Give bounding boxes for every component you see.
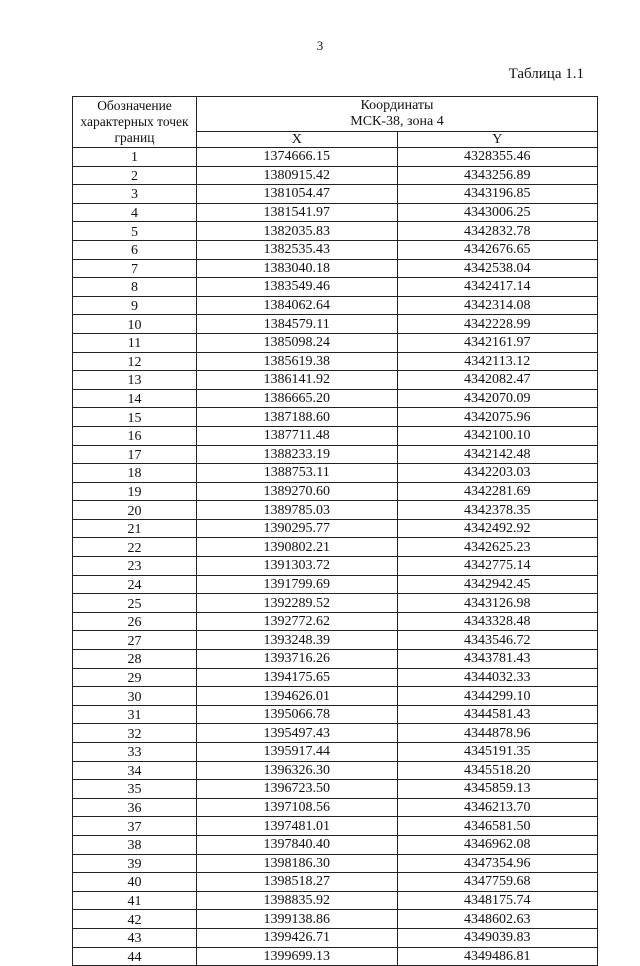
point-number-cell: 16: [73, 426, 197, 445]
x-coordinate-cell: 1389270.60: [197, 482, 398, 501]
point-number-cell: 40: [73, 873, 197, 892]
x-coordinate-cell: 1388753.11: [197, 464, 398, 483]
table-row: [73, 668, 598, 687]
y-coordinate-cell: 4342113.12: [397, 352, 598, 371]
table-row: [73, 371, 598, 390]
page-number: 3: [316, 38, 324, 53]
x-coordinate-cell: 1391303.72: [197, 557, 398, 576]
y-coordinate-cell: 4342832.78: [397, 222, 598, 241]
point-number-cell: 15: [73, 408, 197, 427]
x-coordinate-cell: 1396723.50: [197, 780, 398, 799]
y-coordinate-cell: 4346962.08: [397, 835, 598, 854]
point-number-cell: 33: [73, 743, 197, 762]
point-number-cell: 39: [73, 854, 197, 873]
y-coordinate-cell: 4342203.03: [397, 464, 598, 483]
point-number-cell: 38: [73, 835, 197, 854]
point-number-cell: 2: [73, 166, 197, 185]
table-row: [73, 203, 598, 222]
x-coordinate-cell: 1383040.18: [197, 259, 398, 278]
x-coordinate-cell: 1395066.78: [197, 705, 398, 724]
y-coordinate-cell: 4346581.50: [397, 817, 598, 836]
table-row: [73, 947, 598, 966]
table-row: [73, 873, 598, 892]
table-row: [73, 557, 598, 576]
y-coordinate-cell: 4342281.69: [397, 482, 598, 501]
coordinates-table: [72, 96, 598, 966]
table-row: [73, 408, 598, 427]
point-number-cell: 31: [73, 705, 197, 724]
x-coordinate-cell: 1381054.47: [197, 185, 398, 204]
x-coordinate-cell: 1398835.92: [197, 891, 398, 910]
point-number-cell: 7: [73, 259, 197, 278]
point-number-cell: 21: [73, 519, 197, 538]
y-coordinate-cell: 4345191.35: [397, 743, 598, 762]
x-coordinate-cell: 1397108.56: [197, 798, 398, 817]
y-coordinate-cell: 4342070.09: [397, 389, 598, 408]
point-number-cell: 36: [73, 798, 197, 817]
point-number-cell: 26: [73, 612, 197, 631]
header-coordinates-title: Координаты: [360, 98, 434, 113]
y-coordinate-cell: 4342625.23: [397, 538, 598, 557]
y-coordinate-cell: 4346213.70: [397, 798, 598, 817]
x-coordinate-cell: 1374666.15: [197, 148, 398, 167]
y-coordinate-cell: 4343126.98: [397, 594, 598, 613]
x-coordinate-cell: 1385098.24: [197, 333, 398, 352]
point-number-cell: 9: [73, 296, 197, 315]
x-coordinate-cell: 1394626.01: [197, 687, 398, 706]
point-number-cell: 41: [73, 891, 197, 910]
y-coordinate-cell: 4342676.65: [397, 240, 598, 259]
point-number-cell: 35: [73, 780, 197, 799]
table-row: [73, 780, 598, 799]
table-row: [73, 575, 598, 594]
point-number-cell: 29: [73, 668, 197, 687]
x-coordinate-cell: 1381541.97: [197, 203, 398, 222]
point-number-cell: 14: [73, 389, 197, 408]
header-y: Y: [397, 132, 598, 148]
table-row: [73, 501, 598, 520]
point-number-cell: 19: [73, 482, 197, 501]
y-coordinate-cell: 4348602.63: [397, 910, 598, 929]
y-coordinate-cell: 4344581.43: [397, 705, 598, 724]
point-number-cell: 25: [73, 594, 197, 613]
y-coordinate-cell: 4343256.89: [397, 166, 598, 185]
x-coordinate-cell: 1386141.92: [197, 371, 398, 390]
point-number-cell: 32: [73, 724, 197, 743]
point-number-cell: 18: [73, 464, 197, 483]
point-number-cell: 34: [73, 761, 197, 780]
x-coordinate-cell: 1391799.69: [197, 575, 398, 594]
table-row: [73, 798, 598, 817]
table-row: [73, 743, 598, 762]
header-x: X: [197, 132, 398, 148]
y-coordinate-cell: 4348175.74: [397, 891, 598, 910]
table-row: [73, 389, 598, 408]
table-row: [73, 278, 598, 297]
x-coordinate-cell: 1393248.39: [197, 631, 398, 650]
point-number-cell: 30: [73, 687, 197, 706]
table-row: [73, 891, 598, 910]
table-row: [73, 650, 598, 669]
table-row: [73, 185, 598, 204]
y-coordinate-cell: 4342228.99: [397, 315, 598, 334]
table-row: [73, 538, 598, 557]
header-coordinate-system: МСК-38, зона 4: [350, 114, 444, 129]
table-row: [73, 519, 598, 538]
table-header: [73, 97, 598, 148]
point-number-cell: 5: [73, 222, 197, 241]
y-coordinate-cell: 4342492.92: [397, 519, 598, 538]
x-coordinate-cell: 1397481.01: [197, 817, 398, 836]
point-number-cell: 27: [73, 631, 197, 650]
x-coordinate-cell: 1380915.42: [197, 166, 398, 185]
table-row: [73, 240, 598, 259]
x-coordinate-cell: 1395917.44: [197, 743, 398, 762]
table-body: [73, 148, 598, 966]
table-row: [73, 352, 598, 371]
point-number-cell: 28: [73, 650, 197, 669]
x-coordinate-cell: 1398186.30: [197, 854, 398, 873]
table-row: [73, 724, 598, 743]
y-coordinate-cell: 4344032.33: [397, 668, 598, 687]
x-coordinate-cell: 1397840.40: [197, 835, 398, 854]
x-coordinate-cell: 1386665.20: [197, 389, 398, 408]
x-coordinate-cell: 1399138.86: [197, 910, 398, 929]
x-coordinate-cell: 1395497.43: [197, 724, 398, 743]
x-coordinate-cell: 1382535.43: [197, 240, 398, 259]
table-row: [73, 631, 598, 650]
table-row: [73, 296, 598, 315]
point-number-cell: 23: [73, 557, 197, 576]
y-coordinate-cell: 4342775.14: [397, 557, 598, 576]
y-coordinate-cell: 4342161.97: [397, 333, 598, 352]
point-number-cell: 17: [73, 445, 197, 464]
table-row: [73, 761, 598, 780]
x-coordinate-cell: 1390802.21: [197, 538, 398, 557]
point-number-cell: 37: [73, 817, 197, 836]
x-coordinate-cell: 1396326.30: [197, 761, 398, 780]
x-coordinate-cell: 1394175.65: [197, 668, 398, 687]
y-coordinate-cell: 4328355.46: [397, 148, 598, 167]
x-coordinate-cell: 1388233.19: [197, 445, 398, 464]
x-coordinate-cell: 1387711.48: [197, 426, 398, 445]
y-coordinate-cell: 4343006.25: [397, 203, 598, 222]
point-number-cell: 42: [73, 910, 197, 929]
point-number-cell: 13: [73, 371, 197, 390]
y-coordinate-cell: 4345859.13: [397, 780, 598, 799]
x-coordinate-cell: 1393716.26: [197, 650, 398, 669]
header-row-top: [73, 97, 598, 132]
y-coordinate-cell: 4342082.47: [397, 371, 598, 390]
table-row: [73, 687, 598, 706]
point-number-cell: 44: [73, 947, 197, 966]
point-number-cell: 1: [73, 148, 197, 167]
table-row: [73, 910, 598, 929]
y-coordinate-cell: 4347354.96: [397, 854, 598, 873]
x-coordinate-cell: 1399426.71: [197, 928, 398, 947]
y-coordinate-cell: 4349039.83: [397, 928, 598, 947]
point-number-cell: 12: [73, 352, 197, 371]
x-coordinate-cell: 1385619.38: [197, 352, 398, 371]
table-caption: Таблица 1.1: [508, 66, 584, 82]
x-coordinate-cell: 1392772.62: [197, 612, 398, 631]
point-number-cell: 24: [73, 575, 197, 594]
x-coordinate-cell: 1392289.52: [197, 594, 398, 613]
y-coordinate-cell: 4343781.43: [397, 650, 598, 669]
x-coordinate-cell: 1399699.13: [197, 947, 398, 966]
point-number-cell: 3: [73, 185, 197, 204]
y-coordinate-cell: 4342378.35: [397, 501, 598, 520]
x-coordinate-cell: 1398518.27: [197, 873, 398, 892]
y-coordinate-cell: 4349486.81: [397, 947, 598, 966]
table-row: [73, 426, 598, 445]
point-number-cell: 43: [73, 928, 197, 947]
x-coordinate-cell: 1383549.46: [197, 278, 398, 297]
y-coordinate-cell: 4342538.04: [397, 259, 598, 278]
table-row: [73, 482, 598, 501]
table-row: [73, 835, 598, 854]
table-row: [73, 333, 598, 352]
header-coordinates: [197, 97, 598, 132]
table-row: [73, 928, 598, 947]
x-coordinate-cell: 1384062.64: [197, 296, 398, 315]
table-row: [73, 222, 598, 241]
table-row: [73, 166, 598, 185]
table-row: [73, 817, 598, 836]
y-coordinate-cell: 4345518.20: [397, 761, 598, 780]
table-row: [73, 854, 598, 873]
point-number-cell: 8: [73, 278, 197, 297]
y-coordinate-cell: 4344299.10: [397, 687, 598, 706]
y-coordinate-cell: 4347759.68: [397, 873, 598, 892]
point-number-cell: 22: [73, 538, 197, 557]
y-coordinate-cell: 4343328.48: [397, 612, 598, 631]
y-coordinate-cell: 4342100.10: [397, 426, 598, 445]
point-number-cell: 20: [73, 501, 197, 520]
table-row: [73, 464, 598, 483]
x-coordinate-cell: 1382035.83: [197, 222, 398, 241]
x-coordinate-cell: 1389785.03: [197, 501, 398, 520]
table-row: [73, 315, 598, 334]
y-coordinate-cell: 4344878.96: [397, 724, 598, 743]
y-coordinate-cell: 4342142.48: [397, 445, 598, 464]
point-number-cell: 6: [73, 240, 197, 259]
table-row: [73, 612, 598, 631]
point-number-cell: 10: [73, 315, 197, 334]
y-coordinate-cell: 4342417.14: [397, 278, 598, 297]
table-row: [73, 148, 598, 167]
header-designation: Обозначение характерных точек границ: [73, 97, 197, 148]
x-coordinate-cell: 1384579.11: [197, 315, 398, 334]
point-number-cell: 11: [73, 333, 197, 352]
table-row: [73, 594, 598, 613]
y-coordinate-cell: 4342942.45: [397, 575, 598, 594]
table-row: [73, 705, 598, 724]
table-row: [73, 259, 598, 278]
y-coordinate-cell: 4342075.96: [397, 408, 598, 427]
y-coordinate-cell: 4343546.72: [397, 631, 598, 650]
table-row: [73, 445, 598, 464]
point-number-cell: 4: [73, 203, 197, 222]
y-coordinate-cell: 4343196.85: [397, 185, 598, 204]
x-coordinate-cell: 1390295.77: [197, 519, 398, 538]
x-coordinate-cell: 1387188.60: [197, 408, 398, 427]
y-coordinate-cell: 4342314.08: [397, 296, 598, 315]
